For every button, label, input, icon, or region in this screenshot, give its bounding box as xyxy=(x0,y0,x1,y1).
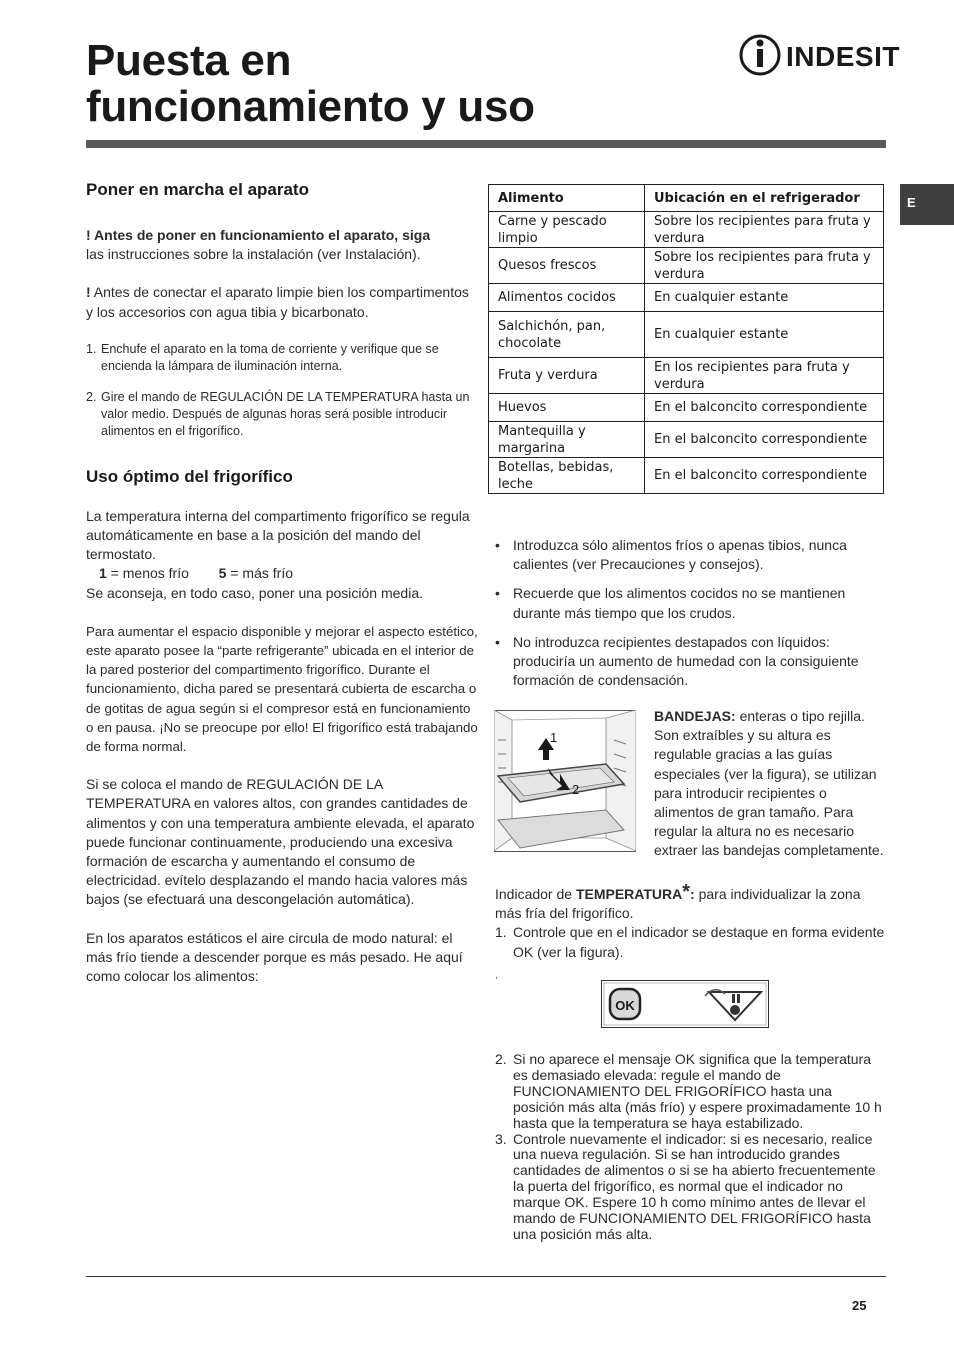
temperature-indicator-block xyxy=(495,881,887,962)
indicator-keyword: TEMPERATURA xyxy=(575,886,683,902)
table-cell: En el balconcito correspondiente xyxy=(645,422,884,458)
warning-2 xyxy=(86,283,478,321)
indesit-logo-icon xyxy=(741,36,779,74)
table-cell: Mantequilla y margarina xyxy=(489,422,645,458)
header-rule xyxy=(86,140,886,148)
table-row xyxy=(489,312,884,358)
shelves-description xyxy=(654,707,890,861)
indicator-star: * xyxy=(682,881,691,903)
table-row xyxy=(489,212,884,248)
list-item xyxy=(86,341,478,375)
shelves-text: enteras o tipo rejilla. Son extraíbles y su altura es regulable gracias a las guías especiales (ver la figura), se utilizan para introducir recipientes o alimentos de gran tamaño. Para regular la altura no es necesario extraer las bandejas completamente. xyxy=(654,708,884,859)
start-steps-list xyxy=(86,341,478,440)
list-item xyxy=(495,923,887,961)
step-number: 2. xyxy=(86,389,97,404)
table-cell: En cualquier estante xyxy=(645,312,884,358)
list-item xyxy=(495,1052,887,1132)
list-item xyxy=(86,389,478,440)
shelves-label: BANDEJAS: xyxy=(654,708,736,724)
page-title-line2: funcionamiento y uso xyxy=(86,82,535,131)
table-row xyxy=(489,422,884,458)
warning-1-rest: las instrucciones sobre la instalación (ver Instalación). xyxy=(86,246,421,263)
indicator-suffix: para individualizar la zona más fría del frigorífico. xyxy=(495,886,861,922)
table-row xyxy=(489,358,884,394)
warning-1 xyxy=(86,226,478,264)
ok-badge xyxy=(610,989,640,1019)
tip-text: Introduzca sólo alimentos fríos o apenas tibios, nunca calientes (ver Precauciones y consejos). xyxy=(513,537,847,573)
warning-mark: ! xyxy=(86,227,91,243)
stray-mark: , xyxy=(495,970,498,981)
paragraph-high-settings: Si se coloca el mando de REGULACIÓN DE LA TEMPERATURA en valores altos, con grandes cantidades de alimentos y con una temperatura ambiente elevada, el aparato puede funcionar continuamente, produciendo una excesiva formación de escarcha y aumentando el consumo de electricidad. evítelo desplazando el mando hacia valores más bajos (se efectuará una descongelación automática). xyxy=(86,776,475,908)
ok-text: OK xyxy=(615,998,635,1013)
page-title xyxy=(86,38,535,130)
step-number: 3. xyxy=(495,1130,507,1147)
step-text: Controle que en el indicador se destaque en forma evidente OK (ver la figura). xyxy=(513,924,885,960)
figure-label-1: 1 xyxy=(550,730,558,745)
figure-label-2: 2 xyxy=(572,782,580,797)
indesit-logo xyxy=(738,32,903,78)
indicator-prefix: Indicador de xyxy=(495,886,576,902)
step-text: Gire el mando de REGULACIÓN DE LA TEMPERATURA hasta un valor medio. Después de algunas horas será posible introducir alimentos en el frigorífico. xyxy=(101,389,470,438)
step-number: 1. xyxy=(86,341,97,356)
warning-2-rest: Antes de conectar el aparato limpie bien los compartimentos y los accesorios con agua tibia y bicarbonato. xyxy=(86,284,469,320)
step-text: Controle nuevamente el indicador: si es necesario, realice una nueva regulación. Si se han introducido grandes cantidades de alimentos o si se ha abierto frecuentemente la puerta del frigorífico, es normal que el indicador no marque OK. Espere 10 h como mínimo antes de llevar el mando de FUNCIONAMIENTO DEL FRIGORÍFICO hasta una posición más alta. xyxy=(513,1130,876,1242)
warning-mark: ! xyxy=(86,284,91,301)
table-cell: En el balconcito correspondiente xyxy=(645,394,884,422)
indicator-steps xyxy=(495,923,887,961)
indicator-followup-steps xyxy=(495,1052,887,1243)
table-row xyxy=(489,248,884,284)
scale-max-number: 5 xyxy=(218,565,227,582)
table-cell: Alimentos cocidos xyxy=(489,284,645,312)
indicator-intro xyxy=(495,881,887,923)
table-cell: Botellas, bebidas, leche xyxy=(489,458,645,494)
followup-steps-list xyxy=(495,1052,887,1243)
table-cell: Huevos xyxy=(489,394,645,422)
paragraph-cooling-wall: Para aumentar el espacio disponible y mejorar el aspecto estético, este aparato posee la “parte refrigerante” ubicada en el interior de la pared posterior del compartimento frigorífico. Durante el funcionamiento, dicha pared se presentará cubierta de escarcha o de gotitas de agua según si el compresor está en funcionamiento o en pausa. ¡No se preocupe por ello! El frigorífico está trabajando de forma normal. xyxy=(86,623,478,755)
page-title-line1: Puesta en xyxy=(86,36,292,85)
tips-list xyxy=(495,536,887,690)
table-cell: Salchichón, pan, chocolate xyxy=(489,312,645,358)
tip-text: Recuerde que los alimentos cocidos no se mantienen durante más tiempo que los crudos. xyxy=(513,585,846,621)
table-cell: Sobre los recipientes para fruta y verdura xyxy=(645,212,884,248)
table-header-row xyxy=(489,185,884,212)
table-cell: Fruta y verdura xyxy=(489,358,645,394)
column-header: Ubicación en el refrigerador xyxy=(645,185,884,212)
left-column xyxy=(86,180,478,986)
paragraph-thermostat xyxy=(86,507,478,603)
list-item xyxy=(495,633,887,691)
language-tab: E xyxy=(900,184,954,225)
thermostat-scale xyxy=(86,565,293,581)
section-heading-start: Poner en marcha el aparato xyxy=(86,180,309,199)
list-item xyxy=(495,536,887,574)
bullet-mark: • xyxy=(495,633,500,650)
shelf-adjustment-figure xyxy=(494,710,636,852)
column-header: Alimento xyxy=(489,185,645,212)
list-item xyxy=(495,1132,887,1243)
bullet-mark: • xyxy=(495,537,500,553)
step-number: 2. xyxy=(495,1051,507,1067)
step-text: Si no aparece el mensaje OK significa que la temperatura es demasiado elevada: regule el mando de FUNCIONAMIENTO DEL FRIGORÍFICO hasta una posición más alta (más frío) y espere proximadamente 10 h hasta que la temperatura se haya estabilizado. xyxy=(513,1051,882,1131)
table-row xyxy=(489,394,884,422)
table-cell: Sobre los recipientes para fruta y verdura xyxy=(645,248,884,284)
scale-min-number: 1 xyxy=(99,565,107,582)
paragraph-static-air: En los aparatos estáticos el aire circula de modo natural: el más frío tiende a descender porque es más pesado. He aquí como colocar los alimentos: xyxy=(86,929,463,985)
tips-block xyxy=(495,536,887,700)
scale-min-text: = menos frío xyxy=(106,565,189,582)
section-heading-optimal-use: Uso óptimo del frigorífico xyxy=(86,466,293,486)
food-placement-table xyxy=(488,184,884,494)
list-item xyxy=(495,584,887,622)
table-cell: En los recipientes para fruta y verdura xyxy=(645,358,884,394)
indicator-colon: : xyxy=(690,886,695,902)
paragraph-text: La temperatura interna del compartimento frigorífico se regula automáticamente en base a la posición del mando del termostato. xyxy=(86,507,470,563)
step-number: 1. xyxy=(495,924,507,941)
table-cell: Carne y pescado limpio xyxy=(489,212,645,248)
table-cell: Quesos frescos xyxy=(489,248,645,284)
table-cell: En el balconcito correspondiente xyxy=(645,458,884,494)
scale-max-text: = más frío xyxy=(226,565,293,582)
table-row xyxy=(489,284,884,312)
ok-indicator-figure xyxy=(601,980,769,1028)
step-text: Enchufe el aparato en la toma de corriente y verifique que se encienda la lámpara de iluminación interna. xyxy=(101,341,439,373)
footer-rule xyxy=(86,1276,886,1277)
page-number: 25 xyxy=(852,1298,867,1313)
table-cell: En cualquier estante xyxy=(645,284,884,312)
table-row xyxy=(489,458,884,494)
tip-text: No introduzca recipientes destapados con líquidos: produciría un aumento de humedad con la consiguiente formación de condensación. xyxy=(513,633,859,689)
brand-name: INDESIT xyxy=(786,41,900,72)
bullet-mark: • xyxy=(495,585,500,602)
warning-1-bold: Antes de poner en funcionamiento el aparato, siga xyxy=(90,227,431,243)
paragraph-text: Se aconseja, en todo caso, poner una posición media. xyxy=(86,584,424,601)
